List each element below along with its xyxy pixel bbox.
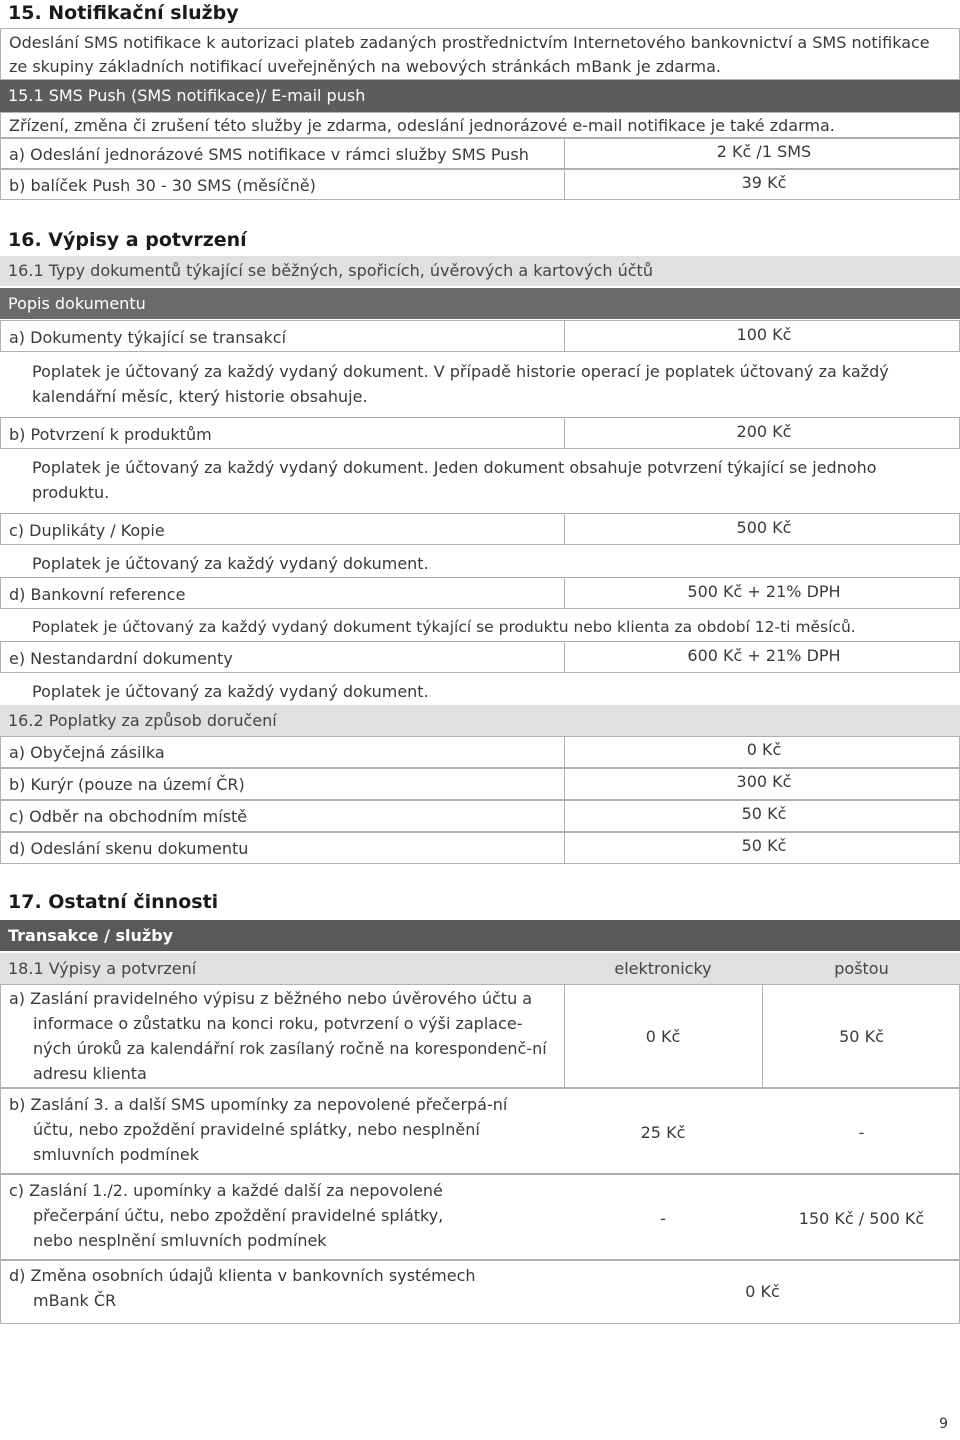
section-16-1-header: 16.1 Typy dokumentů týkající se běžných, spořicích, úvěrových a kartových účtů <box>0 256 960 286</box>
table-row <box>0 984 960 1088</box>
table-row <box>0 1174 960 1260</box>
row-price: 500 Kč + 21% DPH <box>687 582 841 601</box>
row-label: c) Odběr na obchodním místě <box>9 807 248 826</box>
table-row <box>0 768 960 800</box>
table-row <box>0 577 960 609</box>
section-16-title: 16. Výpisy a potvrzení <box>8 229 247 251</box>
table-row <box>0 320 960 352</box>
column-header: Popis dokumentu <box>0 288 960 319</box>
table-row <box>0 138 960 169</box>
row-price: 50 Kč <box>741 836 787 855</box>
section-18-1-title: 18.1 Výpisy a potvrzení <box>8 959 197 978</box>
row-price: 2 Kč /1 SMS <box>716 142 812 161</box>
row-label: d) Bankovní reference <box>9 585 186 604</box>
row-price-post: - <box>858 1123 865 1142</box>
row-price-electronic: 0 Kč <box>645 1027 681 1046</box>
table-row <box>0 800 960 832</box>
row-label: a) Dokumenty týkající se transakcí <box>9 328 287 347</box>
row-price: 300 Kč <box>736 772 792 791</box>
table-row <box>0 513 960 545</box>
row-price: 0 Kč <box>745 1282 780 1301</box>
row-price-electronic: 25 Kč <box>640 1123 686 1142</box>
row-note: Poplatek je účtovaný za každý vydaný dokument. <box>32 554 429 573</box>
col-post: poštou <box>834 959 889 978</box>
row-label: b) Potvrzení k produktům <box>9 425 212 444</box>
section-15-title: 15. Notifikační služby <box>8 2 239 24</box>
section-15-1-note-box <box>0 112 960 138</box>
row-price: 0 Kč <box>746 740 782 759</box>
section-17-title: 17. Ostatní činnosti <box>8 891 219 913</box>
row-label: b) balíček Push 30 - 30 SMS (měsíčně) <box>9 176 316 195</box>
row-price: 200 Kč <box>736 422 792 441</box>
row-note: Poplatek je účtovaný za každý vydaný dokument. Jeden dokument obsahuje potvrzení týkající se jednoho produktu. <box>32 458 877 502</box>
col-electronic: elektronicky <box>614 959 712 978</box>
row-label: d) Změna osobních údajů klienta v bankovních systémech mBank ČR <box>9 1266 476 1310</box>
section-17-header: Transakce / služby <box>0 920 960 951</box>
section-15-intro: Odeslání SMS notifikace k autorizaci plateb zadaných prostřednictvím Internetového bankovnictví a SMS notifikace ze skupiny základních notifikací uveřejněných na webových stránkách mBank je zdarma. <box>9 33 930 76</box>
row-price: 100 Kč <box>736 325 792 344</box>
section-15-1-header: 15.1 SMS Push (SMS notifikace)/ E-mail push <box>0 80 960 112</box>
row-price: 500 Kč <box>736 518 792 537</box>
row-note: Poplatek je účtovaný za každý vydaný dokument týkající se produktu nebo klienta za období 12-ti měsíců. <box>32 618 856 636</box>
row-label: b) Kurýr (pouze na území ČR) <box>9 775 245 794</box>
row-price: 50 Kč <box>741 804 787 823</box>
row-note: Poplatek je účtovaný za každý vydaný dokument. V případě historie operací je poplatek účtovaný za každý kalendářní měsíc, který historie obsahuje. <box>32 362 889 406</box>
table-row <box>0 736 960 768</box>
table-row <box>0 169 960 200</box>
section-18-1-header <box>0 953 960 984</box>
page-number: 9 <box>939 1416 948 1432</box>
row-label: e) Nestandardní dokumenty <box>9 649 233 668</box>
row-label: c) Zaslání 1./2. upomínky a každé další za nepovolené přečerpání účtu, nebo zpoždění pravidelné splátky, nebo nesplnění smluvních podmínek <box>9 1181 444 1250</box>
row-label: a) Zaslání pravidelného výpisu z běžného nebo úvěrového účtu a informace o zůstatku na konci roku, potvrzení o výši zaplace-ných úroků za kalendářní rok zasílaný ročně na korespondenč-ní adresu klienta <box>9 989 547 1083</box>
table-row <box>0 1260 960 1324</box>
row-price-post: 150 Kč / 500 Kč <box>798 1209 925 1228</box>
section-15-intro-box <box>0 28 960 80</box>
row-price: 600 Kč + 21% DPH <box>687 646 841 665</box>
row-price-post: 50 Kč <box>839 1027 884 1046</box>
row-label: a) Odeslání jednorázové SMS notifikace v rámci služby SMS Push <box>9 145 529 164</box>
row-price-electronic: - <box>660 1209 666 1228</box>
table-row <box>0 641 960 673</box>
row-label: c) Duplikáty / Kopie <box>9 521 165 540</box>
row-label: d) Odeslání skenu dokumentu <box>9 839 249 858</box>
row-price: 39 Kč <box>741 173 787 192</box>
table-row <box>0 832 960 864</box>
section-16-2-header: 16.2 Poplatky za způsob doručení <box>0 705 960 736</box>
table-row <box>0 417 960 449</box>
table-row <box>0 1088 960 1174</box>
section-15-1-note: Zřízení, změna či zrušení této služby je zdarma, odeslání jednorázové e-mail notifikace je také zdarma. <box>9 116 835 135</box>
row-label: b) Zaslání 3. a další SMS upomínky za nepovolené přečerpá-ní účtu, nebo zpoždění pravidelné splátky, nebo nesplnění smluvních podmínek <box>9 1095 508 1164</box>
row-label: a) Obyčejná zásilka <box>9 743 165 762</box>
row-note: Poplatek je účtovaný za každý vydaný dokument. <box>32 682 429 701</box>
